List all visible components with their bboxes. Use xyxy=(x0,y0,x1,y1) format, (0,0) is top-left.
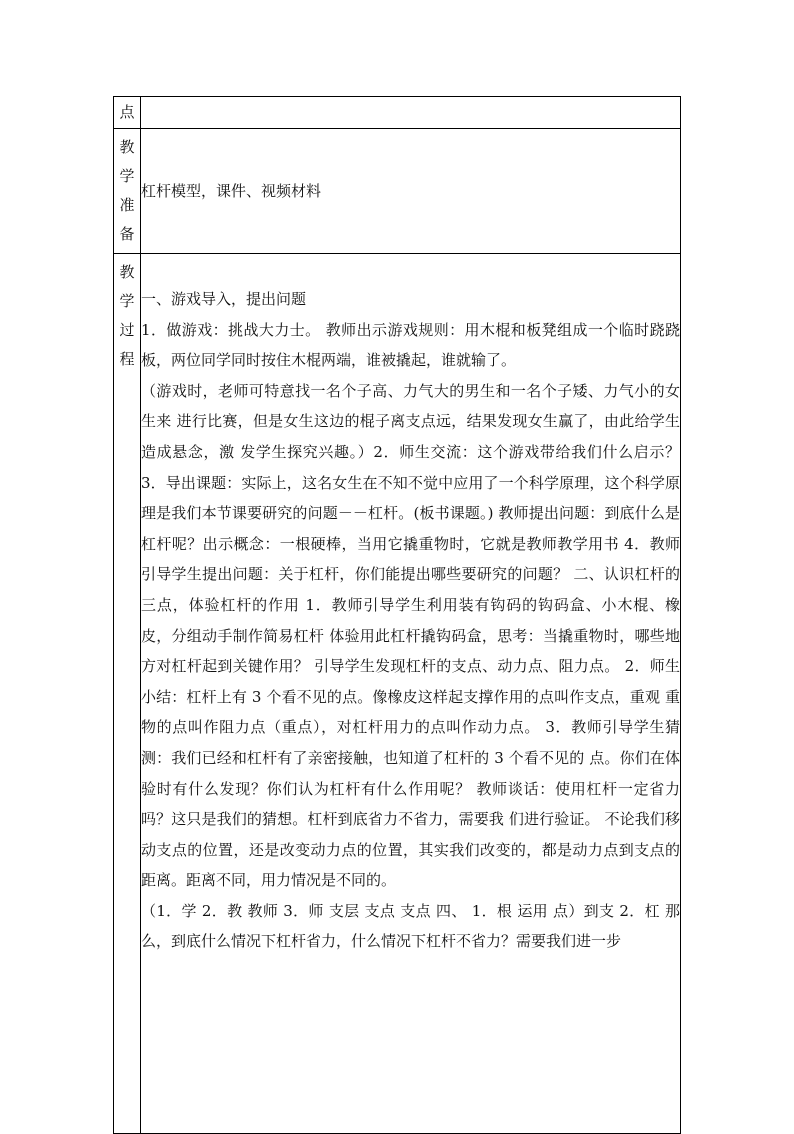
label-char: 点 xyxy=(119,103,135,121)
row-teaching-preparation xyxy=(114,129,681,254)
label-char: 教 xyxy=(119,263,135,281)
lesson-plan-table xyxy=(113,96,681,1134)
process-paragraph: （游戏时，老师可特意找一名个子高、力气大的男生和一名个子矮、力气小的女生来 进行比赛，但是女生这边的棍子离支点远，结果发现女生赢了，由此给学生造成悬念，激 发学生探究兴趣。）2．师生交流：这个游戏带给我们什么启示？ 3．导出课题：实际上，这名女生在不知不觉中应用了一个科学原理，这个科学原理是我们本节课要研究的问题－－杠杆。(板书课题。) 教师提出问题：到底什么是杠杆呢？出示概念：一根硬棒，当用它撬重物时，它就是教师教学用书 4．教师引导学生提出问题：关于杠杆，你们能提出哪些要研究的问题？ 二、认识杠杆的三点，体验杠杆的作用 1．教师引导学生利用装有钩码的钩码盒、小木棍、橡皮，分组动手制作简易杠杆 体验用此杠杆撬钩码盒，思考：当撬重物时，哪些地方对杠杆起到关键作用？ 引导学生发现杠杆的支点、动力点、阻力点。 2．师生小结：杠杆上有 3 个看不见的点。像橡皮这样起支撑作用的点叫作支点，重观 重物的点叫作阻力点（重点），对杠杆用力的点叫作动力点。 3．教师引导学生猜测：我们已经和杠杆有了亲密接触，也知道了杠杆的 3 个看不见的 点。你们在体验时有什么发现？你们认为杠杆有什么作用呢？ 教师谈话：使用杠杆一定省力吗？这只是我们的猜想。杠杆到底省力不省力，需要我 们进行验证。 不论我们移动支点的位置，还是改变动力点的位置，其实我们改变的，都是动力点到支点的距离。距离不同，用力情况是不同的。 xyxy=(141,381,680,890)
process-paragraph: 1．做游戏：挑战大力士。 教师出示游戏规则：用木棍和板凳组成一个临时跷跷板，两位同学同时按住木棍两端，谁被撬起，谁就输了。 xyxy=(141,320,680,370)
label-char: 程 xyxy=(119,350,135,368)
key-points-content xyxy=(141,97,681,129)
process-paragraph: （1．学 2．教 教师 3．师 支层 支点 支点 四、 1．根 运用 点）到支 2．杠 那么，到底什么情况下杠杆省力，什么情况下杠杆不省力？需要我们进一步 xyxy=(141,901,680,951)
label-char: 教 xyxy=(119,138,135,156)
row-label-teaching-preparation xyxy=(114,129,141,254)
label-char: 学 xyxy=(119,167,135,185)
row-teaching-process xyxy=(114,254,681,1134)
teaching-preparation-text: 杠杆模型，课件、视频材料 xyxy=(141,181,322,200)
process-heading: 一、游戏导入，提出问题 xyxy=(141,290,307,308)
row-key-points xyxy=(114,97,681,129)
label-char: 学 xyxy=(119,292,135,310)
row-label-teaching-process xyxy=(114,254,141,1134)
label-char: 准 xyxy=(119,196,135,214)
row-label-key-points xyxy=(114,97,141,129)
label-char: 过 xyxy=(119,321,135,339)
teaching-preparation-content xyxy=(141,129,681,254)
label-char: 备 xyxy=(119,225,135,243)
teaching-process-content xyxy=(141,254,681,1134)
